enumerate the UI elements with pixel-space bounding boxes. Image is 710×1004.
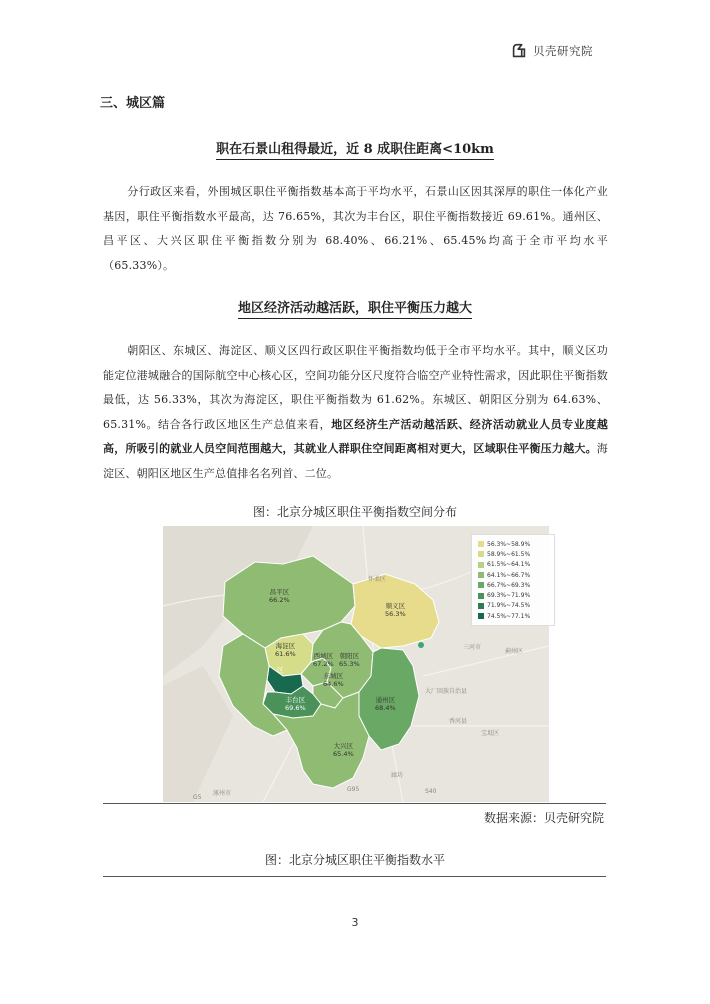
legend-label: 71.9%~74.5% — [487, 602, 531, 610]
label-tongzhou: 通州区 68.4% — [375, 696, 396, 712]
place-xianghe: 香河县 — [449, 718, 468, 725]
brand-name: 贝壳研究院 — [533, 44, 593, 58]
figure-2-caption: 图：北京分城区职住平衡指数水平 — [264, 853, 445, 867]
brand-logo — [510, 40, 593, 62]
subtitle-1-text: 职在石景山租得最近，近 8 成职住距离<10km — [216, 142, 494, 160]
label-fengtai: 丰台区 69.6% — [285, 696, 306, 712]
legend-label: 66.7%~69.3% — [487, 581, 531, 589]
shell-logo-icon — [510, 42, 528, 60]
figure-1-caption: 图：北京分城区职住平衡指数空间分布 — [252, 505, 457, 519]
paragraph-2 — [103, 339, 608, 486]
subtitle-2-text: 地区经济活动越活跃，职住平衡压力越大 — [238, 301, 472, 319]
label-haidian: 海淀区 61.6% — [275, 642, 296, 658]
legend-item — [478, 560, 550, 570]
legend-swatch — [478, 593, 484, 599]
legend-swatch — [478, 582, 484, 588]
subtitle-2 — [0, 297, 710, 316]
data-source: 数据来源：贝壳研究院 — [483, 811, 604, 825]
label-dongcheng: 东城区 64.6% — [323, 672, 344, 688]
label-xicheng: 西城区 67.2% — [313, 652, 334, 668]
legend-swatch — [478, 572, 484, 578]
label-shunyi: 顺义区 56.3% — [385, 602, 406, 618]
airport-marker — [418, 642, 424, 648]
legend-swatch — [478, 551, 484, 557]
paragraph-2-bold: 地区经济生产活动越活跃、经济活动就业人员专业度越高，所吸引的就业人员空间范围越大，其就业人群职住空间距离相对更大，区域职住平衡压力越大。 — [103, 417, 608, 455]
road-g5: G5 — [193, 794, 202, 801]
legend-swatch — [478, 603, 484, 609]
legend-label: 58.9%~61.5% — [487, 550, 531, 558]
legend-item — [478, 570, 550, 580]
legend-label: 56.3%~58.9% — [487, 540, 531, 548]
map-legend — [471, 534, 555, 626]
legend-label: 69.3%~71.9% — [487, 592, 531, 600]
legend-swatch — [478, 541, 484, 547]
label-shijingshan: 区 — [277, 666, 284, 674]
place-jizhou: 蓟州区 — [505, 648, 524, 655]
paragraph-1 — [103, 180, 608, 278]
legend-swatch — [478, 613, 484, 619]
place-dachang: 大厂回族自治县 — [425, 688, 468, 695]
legend-label: 61.5%~64.1% — [487, 561, 531, 569]
legend-label: 64.1%~66.7% — [487, 571, 531, 579]
legend-swatch — [478, 562, 484, 568]
subtitle-1 — [0, 138, 710, 157]
place-langfang: 廊坊 — [391, 772, 404, 779]
place-sanhe: 三河市 — [463, 644, 482, 651]
place-baodi: 宝坻区 — [481, 730, 500, 737]
legend-label: 74.5%~77.1% — [487, 612, 531, 620]
label-chaoyang: 朝阳区 65.3% — [339, 652, 360, 668]
label-changping: 昌平区 66.2% — [269, 588, 290, 604]
legend-item — [478, 580, 550, 590]
place-zhuozhou: 涿州市 — [213, 790, 232, 797]
figure-2-rule — [103, 876, 606, 877]
road-g95: G95 — [347, 786, 360, 793]
page-number: 3 — [351, 916, 359, 929]
paragraph-2-text: 朝阳区、东城区、海淀区、顺义区四行政区职住平衡指数均低于全市平均水平。其中，顺义区功能定位港城融合的国际航空中心核心区，空间功能分区尺度符合临空产业特性需求，因此职住平衡指数最低，达 56.33%，其次为海淀区，职住平衡指数为 61.62%。东城区、朝阳区分别为 64.63%、65.31%。结合各行政区地区生产总值来看， — [103, 344, 608, 431]
label-daxing: 大兴区 65.4% — [333, 742, 354, 758]
figure-rule-bottom — [103, 803, 606, 804]
legend-item — [478, 601, 550, 611]
legend-item — [478, 539, 550, 549]
road-s40: S40 — [425, 788, 437, 795]
section-title: 三、城区篇 — [100, 96, 166, 111]
paragraph-1-text: 分行政区来看，外围城区职住平衡指数基本高于平均水平，石景山区因其深厚的职住一体化产业基因，职住平衡指数水平最高，达 76.65%，其次为丰台区，职住平衡指数接近 69.61%。通州区、昌平区、大兴区职住平衡指数分别为 68.40%、66.21%、65.45%均高于全市平均水平（65.33%）。 — [103, 185, 608, 272]
legend-item — [478, 590, 550, 600]
paragraph-2-tail: 海淀区、朝阳区地区生产总值排名名列首、二位。 — [103, 442, 608, 480]
place-huairou: 怀柔区 — [368, 576, 387, 583]
legend-item — [478, 611, 550, 621]
legend-item — [478, 549, 550, 559]
